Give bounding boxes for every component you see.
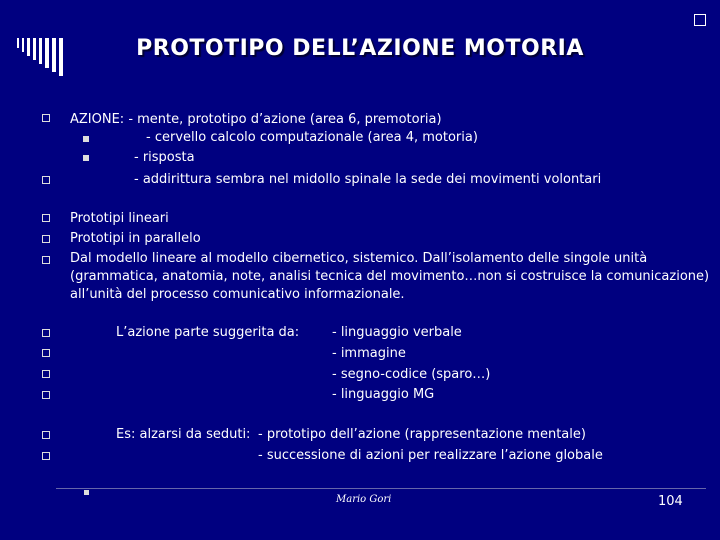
prototipi-lineari: Prototipi lineari [70, 211, 169, 226]
page-number: 104 [658, 494, 683, 509]
bullet-hollow-icon [42, 176, 50, 184]
bullet-hollow-icon [42, 391, 50, 399]
list-item: - linguaggio MG [332, 387, 435, 402]
esempio-label: Es: alzarsi da seduti: [116, 427, 251, 442]
bullet-hollow-icon [42, 431, 50, 439]
bullet-hollow-icon [42, 214, 50, 222]
footer-author: Mario Gori [336, 494, 392, 505]
azione-subline: - risposta [134, 150, 195, 165]
slide-title: PROTOTIPO DELL’AZIONE MOTORIA [136, 36, 584, 61]
bullet-filled-icon [83, 136, 89, 142]
modello-line: all’unità del processo comunicativo informazionale. [70, 287, 405, 302]
bullet-filled-icon [83, 155, 89, 161]
footer-divider [56, 488, 706, 489]
bullet-hollow-icon [42, 114, 50, 122]
azione-suggerita-label: L’azione parte suggerita da: [116, 325, 300, 340]
modello-line: Dal modello lineare al modello cibernetico, sistemico. Dall’isolamento delle singole unità [70, 251, 648, 266]
bullet-hollow-icon [42, 329, 50, 337]
bullet-hollow-icon [42, 452, 50, 460]
bullet-hollow-icon [42, 370, 50, 378]
bullet-hollow-icon [42, 256, 50, 264]
azione-subline: - cervello calcolo computazionale (area 4, motoria) [146, 130, 478, 145]
decorative-corner-square [694, 14, 706, 26]
list-item: - successione di azioni per realizzare l’azione globale [258, 448, 603, 463]
bullet-hollow-icon [42, 349, 50, 357]
bullet-filled-icon [84, 490, 89, 495]
list-item: - prototipo dell’azione (rappresentazione mentale) [258, 427, 586, 442]
azione-subline: - addirittura sembra nel midollo spinale la sede dei movimenti volontari [134, 172, 602, 187]
prototipi-parallelo: Prototipi in parallelo [70, 231, 201, 246]
list-item: - immagine [332, 346, 406, 361]
azione-line: AZIONE: - mente, prototipo d’azione (area 6, premotoria) [70, 112, 442, 127]
modello-line: (grammatica, anatomia, note, analisi tecnica del movimento…non si costruisce la comunicazione) [70, 269, 710, 284]
list-item: - segno-codice (sparo…) [332, 367, 491, 382]
list-item: - linguaggio verbale [332, 325, 462, 340]
bullet-hollow-icon [42, 235, 50, 243]
